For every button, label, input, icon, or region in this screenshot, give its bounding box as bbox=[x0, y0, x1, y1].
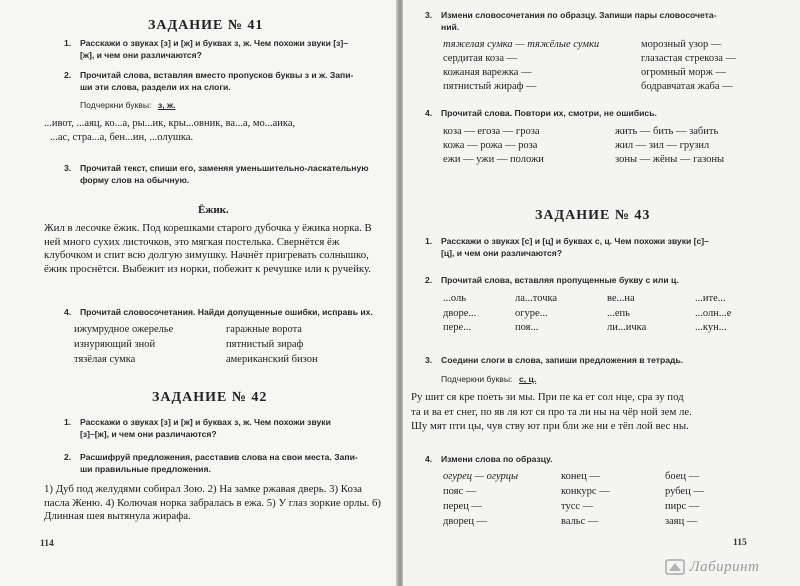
task-41-item-1-number: 1. bbox=[64, 38, 72, 48]
pair-left-3: кожаная варежка — bbox=[443, 67, 532, 78]
task-41-words-line-2: ...ас, стра...а, бен...ин, ...олушка. bbox=[50, 132, 194, 143]
phrase-left-2: изнуряющий зной bbox=[74, 339, 156, 350]
fill-word: ...епь bbox=[607, 308, 630, 319]
change-word: дворец — bbox=[443, 516, 488, 527]
task-4-number: 4. bbox=[425, 108, 433, 118]
syllables-line-1: Ру шит ся кре поеть зи мы. При пе ка ет сол нце, сра зу под bbox=[411, 391, 684, 403]
story-text: Жил в лесочке ёжик. Под корешками старого дубочка у ёжика норка. В ней много сухих листочков, это мягкая постелька. Свернётся ёж клубочком и спит всю долгую зимушку. Начнёт пригревать солнышко, ёжик проснётся. Выбежит из норки, побежит к речушке или к ручейку. bbox=[44, 222, 372, 275]
pair-right-1: морозный узор — bbox=[641, 39, 722, 50]
task-41-item-2-line-2: ши эти слова, раздели их на слоги. bbox=[80, 82, 231, 92]
task-42-sentences: 1) Дуб под желудями собирал Зою. 2) На замке ржавая дверь. 3) Коза пасла Женю. 4) Колючая норка забралась в ежа. 5) У глаз зоркие орлы. 6) Длинная шея вытянула жирафа. bbox=[44, 483, 382, 523]
task-41-item-2-line-1: Прочитай слова, вставляя вместо пропусков буквы з и ж. Запи- bbox=[80, 70, 354, 80]
task-41-item-3-line-2: форму слов на обычную. bbox=[80, 175, 190, 185]
task-41-words-line-1: ...ивот, ...аяц, ко...а, ры...ик, кры...овник, ва...а, мо...аика, bbox=[44, 118, 296, 129]
task-43-title: ЗАДАНИЕ № 43 bbox=[535, 208, 651, 223]
page-number-right: 115 bbox=[733, 538, 747, 548]
task-3-line-1: Измени словосочетания по образцу. Запиши пары словосочета- bbox=[441, 10, 717, 20]
task-42-item-2-line-2: ши правильные предложения. bbox=[80, 464, 211, 474]
task-41-item-4-number: 4. bbox=[64, 307, 72, 317]
fill-word: огуре... bbox=[515, 308, 548, 319]
change-word: пирс — bbox=[665, 501, 700, 512]
fill-word: поя... bbox=[515, 322, 539, 333]
task-43-underline-label: Подчеркни буквы: bbox=[441, 374, 513, 384]
fill-word: ла...точка bbox=[515, 293, 558, 304]
word-left-2: кожа — рожа — роза bbox=[443, 140, 538, 151]
phrase-left-1: ижумрудное ожерелье bbox=[74, 324, 174, 335]
pair-right-4: бодравчатая жаба — bbox=[641, 81, 733, 92]
change-word: вальс — bbox=[561, 516, 599, 527]
word-right-2: жил — зил — грузил bbox=[615, 140, 710, 151]
right-page bbox=[403, 0, 800, 586]
task-43-item-3-number: 3. bbox=[425, 355, 433, 365]
change-word: рубец — bbox=[665, 486, 704, 497]
task-43-item-4-line-1: Измени слова по образцу. bbox=[441, 454, 553, 464]
word-right-1: жить — бить — забить bbox=[615, 126, 719, 137]
fill-word: ли...ичка bbox=[607, 322, 647, 333]
change-word: перец — bbox=[443, 501, 482, 512]
word-left-3: ежи — ужи — положи bbox=[443, 154, 544, 165]
labirint-logo-text: Лабиринт bbox=[689, 559, 760, 576]
pair-right-3: огромный морж — bbox=[641, 67, 726, 78]
fill-word: ...ите... bbox=[695, 293, 726, 304]
task-43-item-3-line-1: Соедини слоги в слова, запиши предложения в тетрадь. bbox=[441, 355, 684, 365]
labirint-logo bbox=[665, 557, 759, 577]
task-41-item-1-line-1: Расскажи о звуках [з] и [ж] и буквах з, ж. Чем похожи звуки [з]– bbox=[80, 38, 349, 48]
syllables-line-2: та и ва ет снег, по яв ля ют ся про та ли ны на чёр ной зем ле. bbox=[411, 406, 692, 418]
fill-word: ...олн...е bbox=[695, 308, 732, 319]
task-43-item-1-number: 1. bbox=[425, 236, 433, 246]
fill-word: ве...на bbox=[607, 293, 635, 304]
task-43-item-1-line-1: Расскажи о звуках [с] и [ц] и буквах с, ц. Чем похожи звуки [с]– bbox=[441, 236, 709, 246]
change-word-example: огурец — огурцы bbox=[443, 471, 519, 482]
pair-left-4: пятнистый жираф — bbox=[443, 81, 537, 92]
word-left-1: коза — егоза — гроза bbox=[443, 126, 540, 137]
task-41-item-3-number: 3. bbox=[64, 163, 72, 173]
task-43-item-1-line-2: [ц], и чем они различаются? bbox=[441, 248, 563, 258]
pair-left-2: сердитая коза — bbox=[443, 53, 518, 64]
fill-word: ...кун... bbox=[695, 322, 727, 333]
phrase-right-1: гаражные ворота bbox=[226, 324, 302, 335]
fill-word: дворе... bbox=[443, 308, 477, 319]
story-title: Ёжик. bbox=[198, 204, 229, 216]
task-41-underline-letters: з, ж. bbox=[158, 100, 176, 110]
pair-right-2: глазастая стрекоза — bbox=[641, 53, 737, 64]
change-word: заяц — bbox=[665, 516, 698, 527]
task-42-title: ЗАДАНИЕ № 42 bbox=[152, 390, 268, 405]
task-43-item-2-line-1: Прочитай слова, вставляя пропущенные букву с или ц. bbox=[441, 275, 679, 285]
task-3-number: 3. bbox=[425, 10, 433, 20]
change-word: конец — bbox=[561, 471, 600, 482]
word-right-3: зоны — жёны — газоны bbox=[615, 154, 725, 165]
syllables-line-3: Шу мят пти цы, чув ству ют при бли же ни е тёп лой вес ны. bbox=[411, 420, 689, 432]
task-4-line-1: Прочитай слова. Повтори их, смотри, не ошибись. bbox=[441, 108, 657, 118]
task-3-line-2: ний. bbox=[441, 22, 460, 32]
task-43-item-4-number: 4. bbox=[425, 454, 433, 464]
change-word: пояс — bbox=[443, 486, 477, 497]
change-word: боец — bbox=[665, 471, 700, 482]
fill-word: пере... bbox=[443, 322, 472, 333]
task-41-item-3-line-1: Прочитай текст, спиши его, заменяя уменьшительно-ласкательную bbox=[80, 163, 369, 173]
phrase-right-2: пятнистый зираф bbox=[226, 339, 304, 350]
task-41-item-2-number: 2. bbox=[64, 70, 72, 80]
task-42-item-2-number: 2. bbox=[64, 452, 72, 462]
labirint-logo-icon bbox=[665, 557, 685, 577]
task-41-item-4-line-1: Прочитай словосочетания. Найди допущенные ошибки, исправь их. bbox=[80, 307, 373, 317]
task-42-item-1-line-1: Расскажи о звуках [з] и [ж] и буквах з, ж. Чем похожи звуки bbox=[80, 417, 331, 427]
page-number-left: 114 bbox=[40, 539, 54, 549]
task-43-underline-letters: с, ц. bbox=[519, 374, 537, 384]
task-42-item-1-number: 1. bbox=[64, 417, 72, 427]
task-42-item-1-line-2: [з]–[ж], и чем они различаются? bbox=[80, 429, 217, 439]
task-41-underline-label: Подчеркни буквы: bbox=[80, 100, 152, 110]
phrase-left-3: тязёлая сумка bbox=[74, 354, 136, 365]
task-43-item-2-number: 2. bbox=[425, 275, 433, 285]
phrase-right-3: американский бизон bbox=[226, 354, 318, 365]
task-41-title: ЗАДАНИЕ № 41 bbox=[148, 18, 264, 33]
task-41-item-1-line-2: [ж], и чем они различаются? bbox=[80, 50, 202, 60]
task-42-item-2-line-1: Расшифруй предложения, расставив слова на свои места. Запи- bbox=[80, 452, 358, 462]
change-word: тусс — bbox=[561, 501, 594, 512]
change-word: конкурс — bbox=[561, 486, 610, 497]
pair-left-1: тяжелая сумка — тяжёлые сумки bbox=[443, 39, 600, 50]
fill-word: ...оль bbox=[443, 293, 467, 304]
left-page bbox=[0, 0, 397, 586]
